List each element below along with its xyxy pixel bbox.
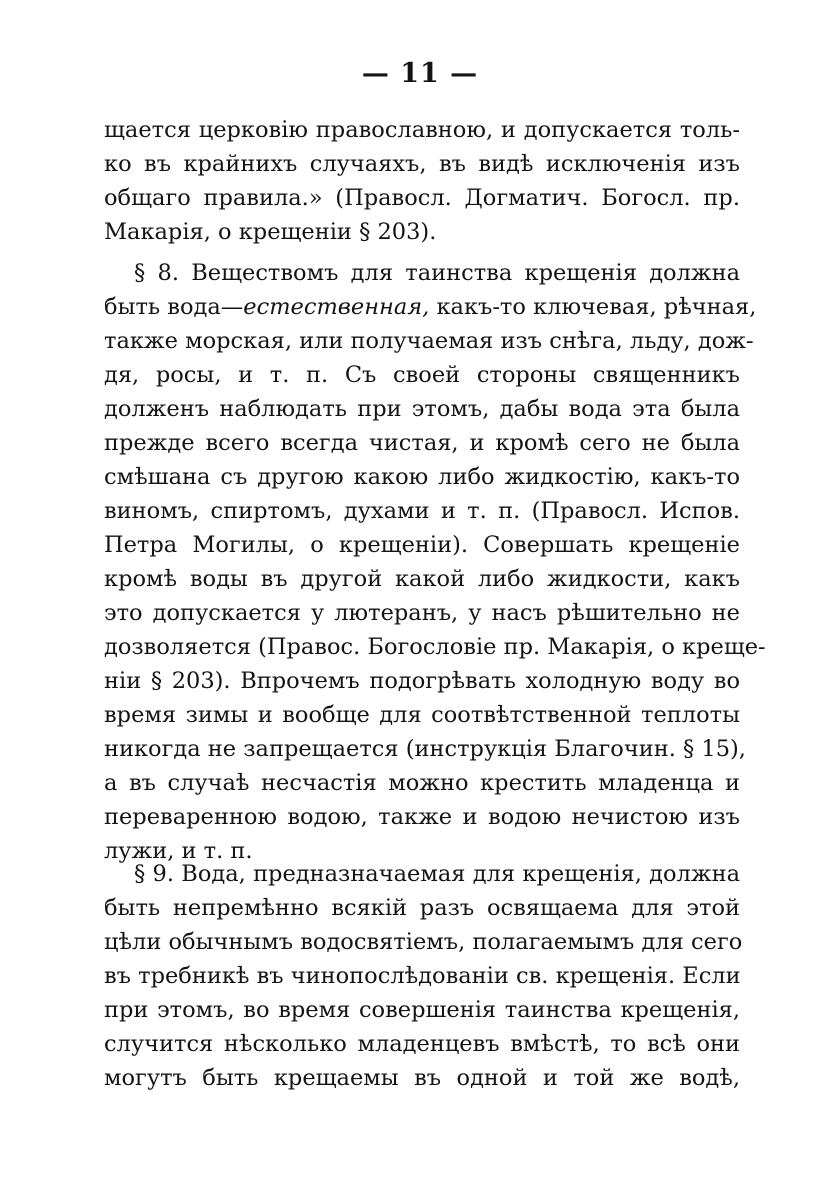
text-span: какъ-то ключевая, рѣчная, xyxy=(429,294,757,320)
italic-term: естественная, xyxy=(243,294,430,320)
text-line: § 8. Веществомъ для таинства крещенія должна xyxy=(134,260,740,286)
text-line: Макарія, о крещеніи § 203). xyxy=(104,219,437,245)
text-span: быть вода— xyxy=(104,294,244,320)
paragraph-section-9 xyxy=(104,857,743,1095)
text-line: цѣли обычнымъ водосвятіемъ, полагаемымъ для сего xyxy=(104,929,743,955)
text-line: ніи § 203). Впрочемъ подогрѣвать холодную воду во xyxy=(104,668,740,694)
page-number: — 11 — xyxy=(361,58,479,89)
text-line: въ требникѣ въ чинопослѣдованіи св. крещенія. Если xyxy=(104,963,741,989)
text-line: § 9. Вода, предназначаемая для крещенія, должна xyxy=(134,861,740,887)
text-line: могутъ быть крещаемы въ одной и той же водѣ, xyxy=(104,1065,740,1091)
text-line: Петра Могилы, о крещеніи). Совершать крещеніе xyxy=(104,532,740,558)
text-line: кромѣ воды въ другой какой либо жидкости, какъ xyxy=(104,566,740,592)
text-line: это допускается у лютеранъ, у насъ рѣшительно не xyxy=(104,600,740,626)
text-line: при этомъ, во время совершенія таинства крещенія, xyxy=(104,997,740,1023)
text-line: долженъ наблюдать при этомъ, дабы вода эта была xyxy=(104,396,740,422)
text-line: случится нѣсколько младенцевъ вмѣстѣ, то всѣ они xyxy=(104,1031,740,1057)
text-line: дя, росы, и т. п. Съ своей стороны священникъ xyxy=(104,362,740,388)
text-line: щается церковію православною, и допускается толь- xyxy=(104,117,740,143)
text-line: время зимы и вообще для соотвѣтственной теплоты xyxy=(104,702,740,728)
text-line: виномъ, спиртомъ, духами и т. п. (Правосл. Испов. xyxy=(104,498,740,524)
text-line: дозволяется (Правос. Богословіе пр. Макарія, о креще- xyxy=(104,634,766,660)
text-line: быть непремѣнно всякій разъ освящаема для этой xyxy=(104,895,740,921)
text-line: смѣшана съ другою какою либо жидкостію, какъ-то xyxy=(104,464,740,490)
text-line: никогда не запрещается (инструкція Благочин. § 15), xyxy=(104,736,746,762)
text-line: лужи, и т. п. xyxy=(104,838,253,864)
text-line: а въ случаѣ несчастія можно крестить младенца и xyxy=(104,770,740,796)
text-line: прежде всего всегда чистая, и кромѣ сего не была xyxy=(104,430,740,456)
text-line: ко въ крайнихъ случаяхъ, въ видѣ исключенія изъ xyxy=(104,151,740,177)
paragraph-section-8 xyxy=(104,256,766,868)
paragraph-continuation xyxy=(104,113,740,249)
text-line: общаго правила.» (Правосл. Догматич. Богосл. пр. xyxy=(104,185,740,211)
text-line: также морская, или получаемая изъ снѣга, льду, дож- xyxy=(104,328,754,354)
text-line: переваренною водою, также и водою нечистою изъ xyxy=(104,804,740,830)
text-line xyxy=(104,290,757,324)
